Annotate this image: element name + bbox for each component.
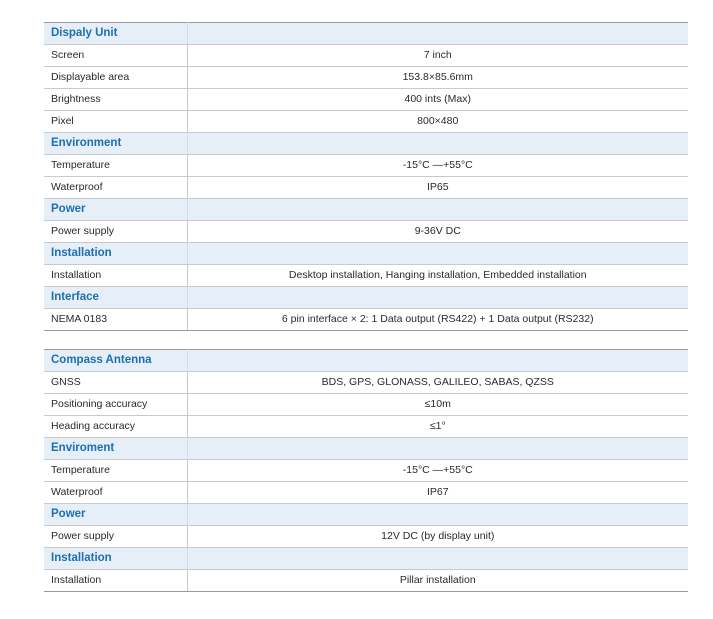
spec-label: Temperature: [44, 460, 187, 482]
section-title: Enviroment: [44, 438, 187, 460]
spec-value: ≤1°: [187, 416, 688, 438]
spec-row-pixel: [44, 111, 688, 133]
section-header-power: [44, 199, 688, 221]
spec-label: Power supply: [44, 221, 187, 243]
spec-label: Screen: [44, 45, 187, 67]
spec-label: Temperature: [44, 155, 187, 177]
section-title: Interface: [44, 287, 187, 309]
spec-label: Positioning accuracy: [44, 394, 187, 416]
spec-row-displayable-area: [44, 67, 688, 89]
spec-value: ≤10m: [187, 394, 688, 416]
spec-row-temperature: [44, 155, 688, 177]
spec-row-waterproof: [44, 177, 688, 199]
section-title: Power: [44, 504, 187, 526]
spec-value: IP67: [187, 482, 688, 504]
section-title: Power: [44, 199, 187, 221]
spec-row-temperature: [44, 460, 688, 482]
spec-row-gnss: [44, 372, 688, 394]
spec-row-brightness: [44, 89, 688, 111]
spec-value: 800×480: [187, 111, 688, 133]
spec-row-waterproof: [44, 482, 688, 504]
spec-label: Power supply: [44, 526, 187, 548]
section-header-environment: [44, 133, 688, 155]
spec-value: 153.8×85.6mm: [187, 67, 688, 89]
section-header-display-unit: [44, 23, 688, 45]
display-unit-spec-table: [44, 22, 688, 331]
spec-value: Pillar installation: [187, 570, 688, 592]
spec-label: NEMA 0183: [44, 309, 187, 331]
section-header-interface: [44, 287, 688, 309]
spec-value: -15°C —+55°C: [187, 460, 688, 482]
spec-value: 12V DC (by display unit): [187, 526, 688, 548]
section-title: Installation: [44, 243, 187, 265]
spec-row-installation: [44, 570, 688, 592]
compass-antenna-spec-table: [44, 349, 688, 592]
section-header-power: [44, 504, 688, 526]
spec-value: 7 inch: [187, 45, 688, 67]
spec-label: Installation: [44, 265, 187, 287]
spec-label: Waterproof: [44, 482, 187, 504]
section-header-compass-antenna: [44, 350, 688, 372]
spec-value: 9-36V DC: [187, 221, 688, 243]
spec-value: 6 pin interface × 2: 1 Data output (RS422) + 1 Data output (RS232): [187, 309, 688, 331]
spec-row-positioning-accuracy: [44, 394, 688, 416]
section-title: Installation: [44, 548, 187, 570]
spec-row-nema-0183: [44, 309, 688, 331]
spec-value: Desktop installation, Hanging installation, Embedded installation: [187, 265, 688, 287]
spec-value: BDS, GPS, GLONASS, GALILEO, SABAS, QZSS: [187, 372, 688, 394]
spec-value: 400 ints (Max): [187, 89, 688, 111]
section-header-installation: [44, 548, 688, 570]
spec-label: GNSS: [44, 372, 187, 394]
spec-row-power-supply: [44, 221, 688, 243]
spec-value: -15°C —+55°C: [187, 155, 688, 177]
spec-value: IP65: [187, 177, 688, 199]
spec-label: Brightness: [44, 89, 187, 111]
spec-label: Waterproof: [44, 177, 187, 199]
spec-label: Heading accuracy: [44, 416, 187, 438]
spec-row-screen: [44, 45, 688, 67]
spec-label: Pixel: [44, 111, 187, 133]
section-title: Dispaly Unit: [44, 23, 187, 45]
section-title: Environment: [44, 133, 187, 155]
spec-row-heading-accuracy: [44, 416, 688, 438]
section-header-enviroment: [44, 438, 688, 460]
spec-label: Installation: [44, 570, 187, 592]
spec-row-power-supply: [44, 526, 688, 548]
section-title: Compass Antenna: [44, 350, 187, 372]
spec-row-installation: [44, 265, 688, 287]
spec-label: Displayable area: [44, 67, 187, 89]
section-header-installation: [44, 243, 688, 265]
